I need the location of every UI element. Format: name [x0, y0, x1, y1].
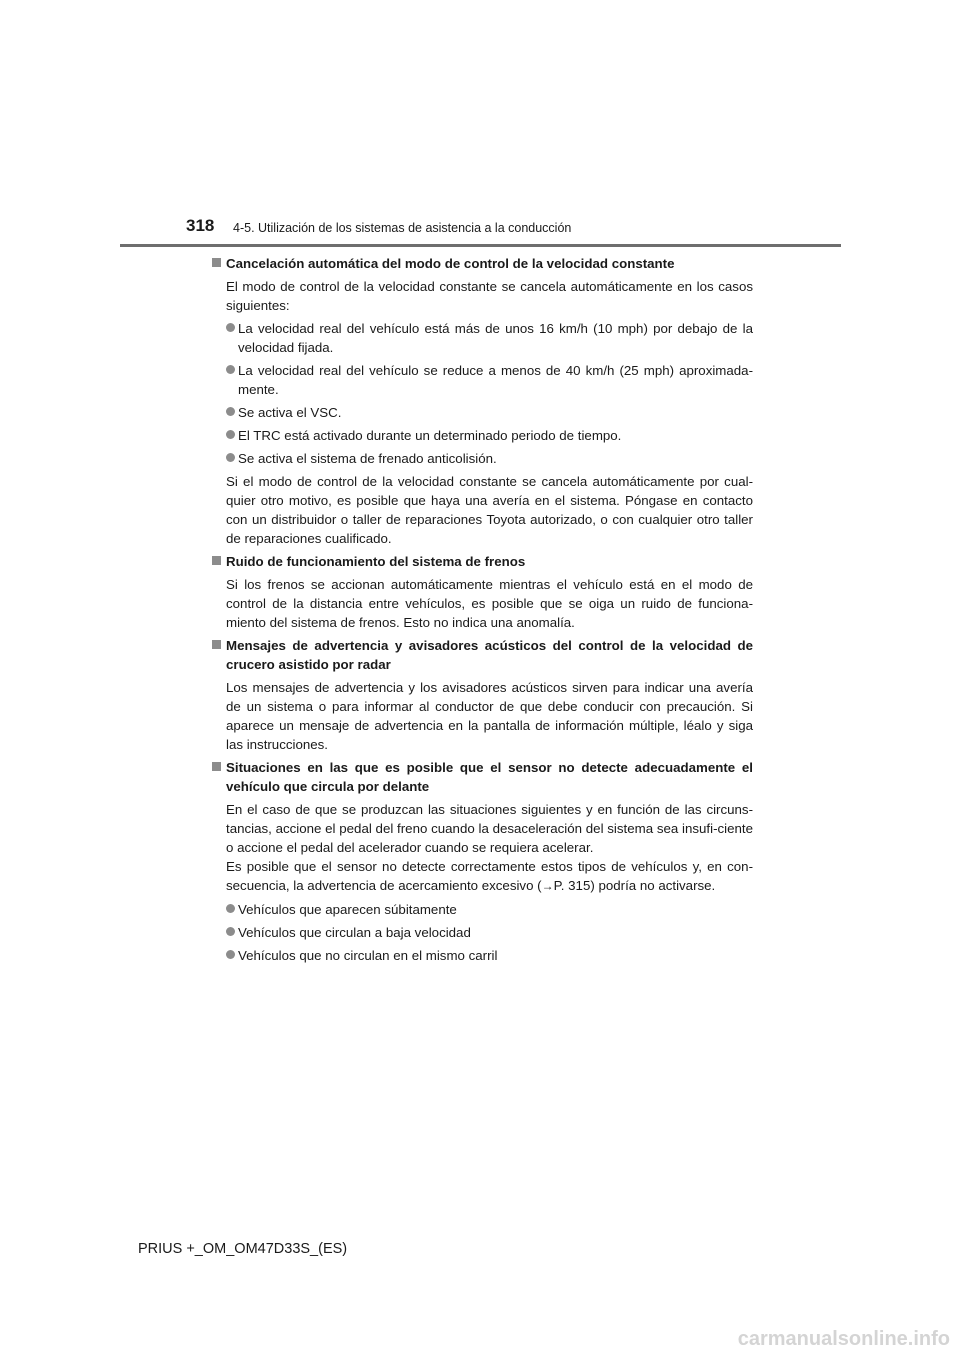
- list-item: [211, 900, 753, 919]
- section-warning-messages: [211, 636, 753, 754]
- circle-bullet-icon: [226, 950, 235, 959]
- section-brake-noise: [211, 552, 753, 632]
- circle-bullet-icon: [226, 430, 235, 439]
- section-heading: [211, 552, 753, 571]
- section-auto-cancel: [211, 254, 753, 548]
- page-reference: P. 315) podría no activarse.: [553, 878, 716, 893]
- heading-text: Situaciones en las que es posible que el sensor no detecte adecuadamente el vehículo que circula por delante: [226, 760, 753, 794]
- square-bullet-icon: [212, 556, 221, 565]
- paragraph: Los mensajes de advertencia y los avisadores acústicos sirven para indicar una avería de un sistema o para informar al conductor de que debe conducir con precaución. Si aparece un mensaje de advertencia en la pantalla de información múltiple, léalo y siga las instrucciones.: [226, 680, 753, 752]
- paragraph: [211, 857, 753, 896]
- heading-text: Mensajes de advertencia y avisadores acústicos del control de la velocidad de crucero asistido por radar: [226, 638, 753, 672]
- list-item-text: Vehículos que aparecen súbitamente: [238, 902, 457, 917]
- list-item-text: El TRC está activado durante un determinado periodo de tiempo.: [238, 428, 622, 443]
- paragraph: Si el modo de control de la velocidad constante se cancela automáticamente por cual-quier otro motivo, es posible que haya una avería en el sistema. Póngase en contacto con un distribuidor o taller de reparaciones Toyota autorizado, o con cualquier otro taller de reparaciones cualificado.: [226, 474, 753, 546]
- list-item-text: Vehículos que no circulan en el mismo carril: [238, 948, 498, 963]
- list-item: [211, 923, 753, 942]
- page-number: 318: [186, 216, 215, 235]
- list-item-text: Vehículos que circulan a baja velocidad: [238, 925, 471, 940]
- square-bullet-icon: [212, 258, 221, 267]
- list-item-text: Se activa el VSC.: [238, 405, 342, 420]
- circle-bullet-icon: [226, 365, 235, 374]
- paragraph: El modo de control de la velocidad constante se cancela automáticamente en los casos siguientes:: [226, 279, 753, 313]
- heading-text: Ruido de funcionamiento del sistema de frenos: [226, 554, 526, 569]
- paragraph: En el caso de que se produzcan las situaciones siguientes y en función de las circuns-tancias, accione el pedal del freno cuando la desaceleración del sistema sea insufi-ciente o accione el pedal del acelerador cuando se requiera acelerar.: [226, 802, 753, 855]
- circle-bullet-icon: [226, 904, 235, 913]
- list-item: [211, 361, 753, 399]
- paragraph: Si los frenos se accionan automáticamente mientras el vehículo está en el modo de control de la distancia entre vehículos, es posible que se oiga un ruido de funciona-miento del sistema de frenos. Esto no indica una anomalía.: [226, 577, 753, 630]
- circle-bullet-icon: [226, 453, 235, 462]
- section-heading: [211, 254, 753, 273]
- paragraph-text: Es posible que el sensor no detecte correctamente estos tipos de vehículos y, en con-secuencia, la advertencia de acercamiento excesivo (: [226, 859, 753, 893]
- circle-bullet-icon: [226, 927, 235, 936]
- header-divider: [120, 244, 841, 247]
- list-item: [211, 403, 753, 422]
- watermark: carmanualsonline.info: [737, 1328, 950, 1350]
- list-item: [211, 449, 753, 468]
- list-item-text: Se activa el sistema de frenado anticolisión.: [238, 451, 497, 466]
- document-code: PRIUS +_OM_OM47D33S_(ES): [138, 1241, 348, 1257]
- section-sensor-detection: [211, 758, 753, 965]
- list-item-text: La velocidad real del vehículo está más de unos 16 km/h (10 mph) por debajo de la velocidad fijada.: [238, 321, 753, 355]
- arrow-right-icon: →: [541, 879, 554, 893]
- list-item-text: La velocidad real del vehículo se reduce a menos de 40 km/h (25 mph) aproximada-mente.: [238, 363, 753, 397]
- list-item: [211, 946, 753, 965]
- section-title: 4-5. Utilización de los sistemas de asistencia a la conducción: [233, 221, 572, 235]
- list-item: [211, 426, 753, 445]
- square-bullet-icon: [212, 762, 221, 771]
- square-bullet-icon: [212, 640, 221, 649]
- circle-bullet-icon: [226, 323, 235, 332]
- list-item: [211, 319, 753, 357]
- page-content: [211, 254, 753, 969]
- circle-bullet-icon: [226, 407, 235, 416]
- section-heading: [211, 636, 753, 674]
- heading-text: Cancelación automática del modo de control de la velocidad constante: [226, 256, 675, 271]
- section-heading: [211, 758, 753, 796]
